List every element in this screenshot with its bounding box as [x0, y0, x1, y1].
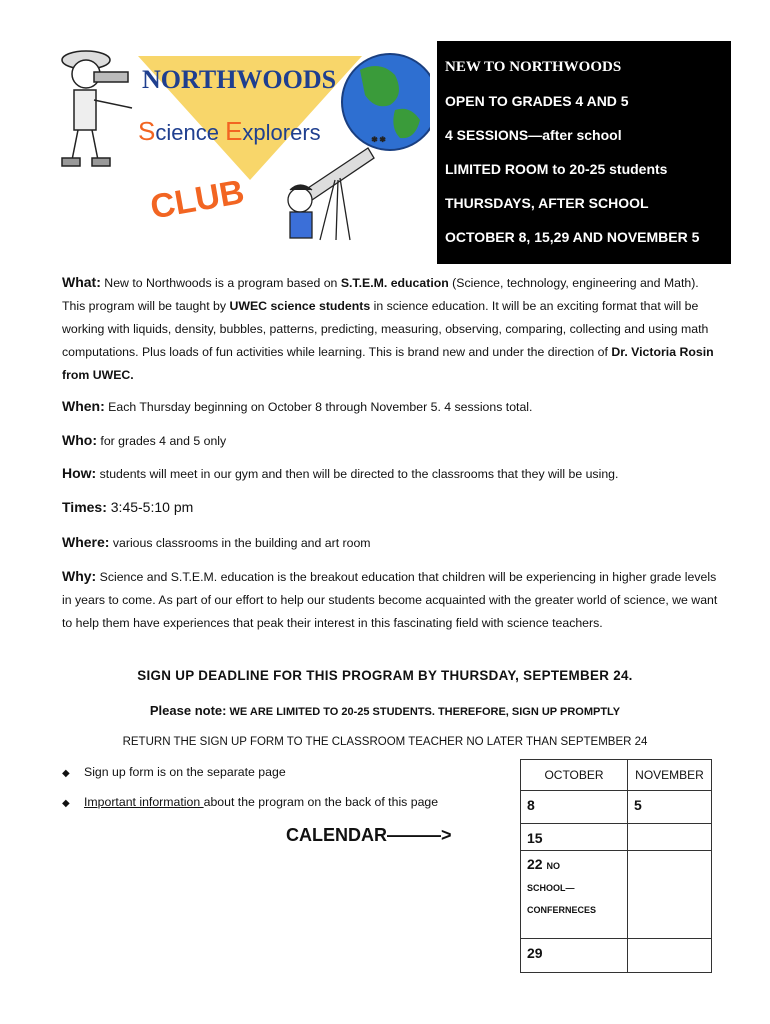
please-note-label: Please note: — [149, 703, 227, 718]
times-text: 3:45-5:10 pm — [106, 499, 194, 515]
what-label: What: — [62, 274, 101, 290]
how-text: students will meet in our gym and then will be directed to the classrooms that they will be using. — [96, 467, 619, 481]
who-label: Who: — [62, 432, 97, 448]
bullet-important-info — [62, 795, 438, 809]
how-label: How: — [62, 465, 97, 481]
logo-title: NORTHWOODS — [142, 65, 337, 94]
calendar-row — [521, 851, 712, 939]
calendar-oct-22-note-2: SCHOOL— — [527, 883, 575, 893]
why-text: Science and S.T.E.M. education is the breakout education that children will be experiencing in higher grade levels in years to come. As part of our effort to help our students become acquainted with the greater world of science, we want to help them have experiences that peak their interest in this fascinating field with science teachers. — [62, 570, 718, 630]
calendar-empty-cell — [628, 824, 712, 851]
what-paragraph — [62, 271, 722, 387]
logo-club: CLUB — [147, 172, 248, 227]
calendar-oct-15: 15 — [521, 824, 628, 851]
info-line-thursdays: THURSDAYS, AFTER SCHOOL — [445, 195, 649, 211]
where-label: Where: — [62, 534, 110, 550]
what-director: Dr. Victoria Rosin from UWEC. — [62, 345, 714, 382]
info-box — [437, 41, 731, 264]
logo-subtitle-e: E — [225, 116, 243, 146]
what-stem: S.T.E.M. education — [340, 276, 449, 290]
what-text-3: in science education. It will be an exciting format that will be working with liquids, density, bubbles, patterns, predicting, measuring, observing, comparing, collecting and using math computations. Plus loads of fun activities while learning. This is brand new and under the direction of — [62, 299, 709, 359]
calendar-nov-5: 5 — [628, 791, 712, 824]
what-text-1: New to Northwoods is a program based on — [100, 276, 341, 290]
logo-subtitle-rest: xplorers — [242, 120, 321, 145]
what-text-2: (Science, technology, engineering and Math). This program will be taught by — [62, 276, 699, 313]
info-line-dates: OCTOBER 8, 15,29 AND NOVEMBER 5 — [445, 229, 700, 245]
calendar-empty-cell — [628, 939, 712, 973]
signup-deadline: SIGN UP DEADLINE FOR THIS PROGRAM BY THURSDAY, SEPTEMBER 24. — [137, 668, 633, 683]
why-label: Why: — [62, 568, 97, 584]
diamond-bullet-icon: ◆ — [62, 798, 70, 809]
club-logo — [50, 40, 430, 250]
important-information-link: Important information — [84, 795, 204, 809]
who-paragraph — [62, 429, 722, 453]
bullet-signup-form — [62, 765, 286, 779]
how-paragraph — [62, 462, 722, 486]
info-line-sessions: 4 SESSIONS—after school — [445, 127, 622, 143]
telescope-child-icon — [288, 136, 385, 240]
calendar-oct-29: 29 — [521, 939, 628, 973]
calendar-header-november: NOVEMBER — [628, 760, 712, 791]
calendar-header-row — [521, 760, 712, 791]
please-note — [0, 703, 770, 718]
calendar-empty-cell — [628, 851, 712, 939]
calendar-oct-8: 8 — [521, 791, 628, 824]
globe-icon — [342, 54, 430, 150]
calendar-header-october: OCTOBER — [521, 760, 628, 791]
calendar-row — [521, 824, 712, 851]
logo-subtitle-s: S — [138, 116, 156, 146]
diamond-bullet-icon: ◆ — [62, 768, 70, 779]
logo-subtitle-middle: cience — [155, 120, 226, 145]
when-label: When: — [62, 398, 105, 414]
times-label: Times: — [62, 499, 107, 515]
who-text: for grades 4 and 5 only — [96, 434, 227, 448]
calendar-row — [521, 791, 712, 824]
calendar-oct-22 — [521, 851, 628, 939]
times-paragraph — [62, 496, 722, 519]
bullet-important-info-text: about the program on the back of this page — [203, 795, 439, 809]
explorer-figure-icon — [62, 51, 132, 166]
when-text: Each Thursday beginning on October 8 through November 5. 4 sessions total. — [104, 400, 533, 414]
calendar-label: CALENDAR———> — [286, 825, 452, 845]
calendar-oct-22-note-3: CONFERNECES — [527, 905, 597, 915]
calendar-oct-22-day: 22 — [527, 856, 543, 872]
where-paragraph — [62, 531, 722, 555]
calendar-table — [520, 759, 712, 973]
logo-subtitle — [138, 116, 321, 146]
svg-text:* *: * * — [372, 136, 386, 147]
info-line-new: NEW TO NORTHWOODS — [445, 59, 622, 75]
info-line-grades: OPEN TO GRADES 4 AND 5 — [445, 93, 629, 109]
calendar-oct-22-note-1: NO — [546, 861, 560, 871]
what-uwec-students: UWEC science students — [229, 299, 371, 313]
info-line-limited: LIMITED ROOM to 20-25 students — [445, 161, 668, 177]
bullet-signup-form-text: Sign up form is on the separate page — [84, 765, 286, 779]
calendar-row — [521, 939, 712, 973]
when-paragraph — [62, 395, 722, 419]
return-instructions: RETURN THE SIGN UP FORM TO THE CLASSROOM TEACHER NO LATER THAN SEPTEMBER 24 — [122, 736, 648, 748]
why-paragraph — [62, 565, 722, 635]
where-text: various classrooms in the building and art room — [109, 536, 371, 550]
please-note-text: WE ARE LIMITED TO 20-25 STUDENTS. THEREFORE, SIGN UP PROMPTLY — [226, 706, 621, 718]
